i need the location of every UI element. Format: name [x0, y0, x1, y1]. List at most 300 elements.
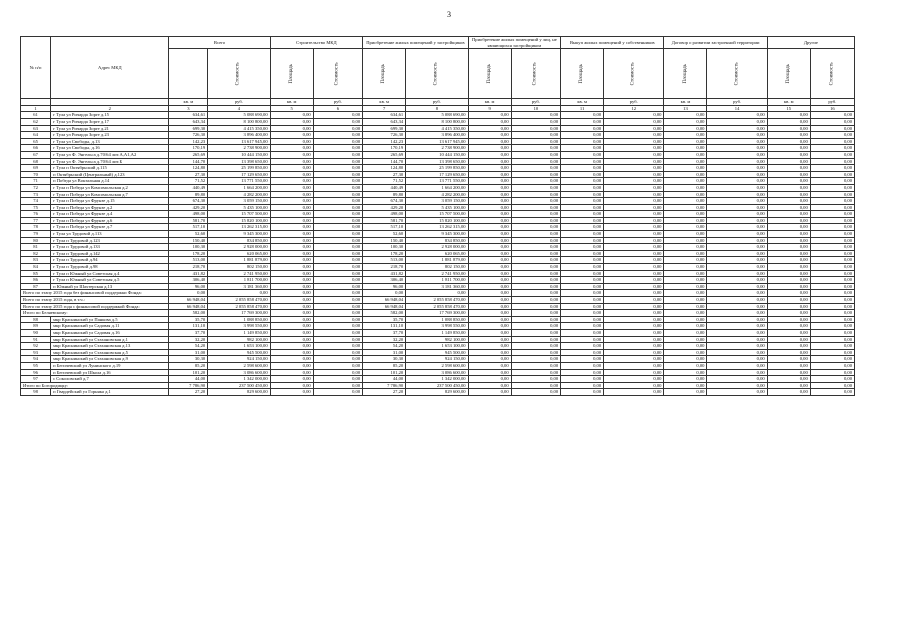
row-number: 85 — [21, 270, 51, 277]
zero-value: 0,00 — [664, 125, 707, 132]
total-area: 517,10 — [169, 224, 208, 231]
zero-value: 0,00 — [707, 184, 767, 191]
zero-value: 0,00 — [767, 389, 810, 396]
zero-value: 0,00 — [511, 323, 561, 330]
zero-value: 0,00 — [767, 343, 810, 350]
row-number: 71 — [21, 178, 51, 185]
zero-value: 0,00 — [810, 165, 854, 172]
zero-value: 0,00 — [767, 171, 810, 178]
summary-developer-cost: 237 500 450,00 — [406, 382, 468, 389]
construction-area: 0,00 — [270, 316, 313, 323]
table-row — [21, 191, 855, 198]
zero-value: 0,00 — [468, 264, 511, 271]
row-address: г Тула п Октябрьский д.115 — [51, 165, 169, 172]
total-area: 71,52 — [169, 178, 208, 185]
table-row — [21, 165, 855, 172]
zero-value: 0,00 — [707, 237, 767, 244]
zero-value: 0,00 — [511, 264, 561, 271]
total-area: 498,00 — [169, 211, 208, 218]
row-number: 67 — [21, 151, 51, 158]
table-row — [21, 132, 855, 139]
construction-area: 0,00 — [270, 237, 313, 244]
zero-value: 0,00 — [561, 211, 604, 218]
total-area: 142,23 — [169, 138, 208, 145]
construction-cost: 0,00 — [313, 316, 362, 323]
zero-value: 0,00 — [767, 204, 810, 211]
zero-value: 0,00 — [270, 303, 313, 310]
construction-cost: 0,00 — [313, 184, 362, 191]
zero-value: 0,00 — [810, 250, 854, 257]
zero-value: 0,00 — [810, 217, 854, 224]
zero-value: 0,00 — [604, 343, 664, 350]
row-address: г Тула ул Свободы, д.13 — [51, 138, 169, 145]
zero-value: 0,00 — [561, 297, 604, 304]
zero-value: 0,00 — [810, 151, 854, 158]
zero-value: 0,00 — [810, 270, 854, 277]
total-area: 54,20 — [169, 343, 208, 350]
construction-area: 0,00 — [270, 244, 313, 251]
zero-value: 0,00 — [604, 217, 664, 224]
developer-cost: 3 059 150,00 — [406, 198, 468, 205]
zero-value: 0,00 — [468, 323, 511, 330]
construction-cost: 0,00 — [313, 165, 362, 172]
zero-value: 0,00 — [810, 343, 854, 350]
summary-label: Всего по этапу 2015 года без финансовой поддержки Фонда: — [21, 290, 169, 297]
zero-value: 0,00 — [270, 310, 313, 317]
zero-value: 0,00 — [707, 329, 767, 336]
table-row — [21, 204, 855, 211]
row-address: с Соколовский д.7 — [51, 376, 169, 383]
subheader-area: Площадь — [288, 64, 294, 84]
zero-value: 0,00 — [767, 244, 810, 251]
total-cost: 1 664 200,00 — [208, 184, 270, 191]
total-cost: 1 088 850,00 — [208, 316, 270, 323]
developer-area: 431,82 — [363, 270, 406, 277]
developer-cost: 13 771 550,00 — [406, 178, 468, 185]
zero-value: 0,00 — [511, 198, 561, 205]
zero-value: 0,00 — [561, 389, 604, 396]
zero-value: 0,00 — [767, 362, 810, 369]
zero-value: 0,00 — [468, 290, 511, 297]
total-area: 27,20 — [169, 389, 208, 396]
zero-value: 0,00 — [604, 277, 664, 284]
construction-area: 0,00 — [270, 389, 313, 396]
row-address: г Тула п Победа ул Фрунзе д.2 — [51, 204, 169, 211]
summary-cost: 17 769 300,00 — [208, 310, 270, 317]
summary-row — [21, 297, 855, 304]
zero-value: 0,00 — [767, 138, 810, 145]
zero-value: 0,00 — [511, 316, 561, 323]
zero-value: 0,00 — [767, 237, 810, 244]
table-row — [21, 184, 855, 191]
zero-value: 0,00 — [767, 290, 810, 297]
developer-cost: 25 199 850,00 — [406, 165, 468, 172]
table-row — [21, 178, 855, 185]
zero-value: 0,00 — [561, 244, 604, 251]
zero-value: 0,00 — [604, 244, 664, 251]
zero-value: 0,00 — [707, 389, 767, 396]
zero-value: 0,00 — [511, 171, 561, 178]
construction-area: 0,00 — [270, 362, 313, 369]
group-header-development-agreement: Договор о развитии застроенной территории — [664, 37, 767, 49]
zero-value: 0,00 — [767, 184, 810, 191]
zero-value: 0,00 — [664, 145, 707, 152]
column-index-row: 1 2 3 4 5 6 7 8 9 10 11 12 13 14 15 16 — [21, 105, 855, 112]
row-address: г Тула п Трудовой д.133 — [51, 244, 169, 251]
developer-cost: 17 129 650,00 — [406, 171, 468, 178]
zero-value: 0,00 — [604, 237, 664, 244]
zero-value: 0,00 — [604, 316, 664, 323]
construction-area: 0,00 — [270, 112, 313, 119]
zero-value: 0,00 — [468, 310, 511, 317]
summary-cost: 237 500 450,00 — [208, 382, 270, 389]
row-number: 88 — [21, 316, 51, 323]
construction-cost: 0,00 — [313, 112, 362, 119]
zero-value: 0,00 — [810, 112, 854, 119]
construction-cost: 0,00 — [313, 204, 362, 211]
total-cost: 2 741 950,00 — [208, 270, 270, 277]
summary-label: Всего по этапу 2015 года с финансовой поддержкой Фонда: — [21, 303, 169, 310]
zero-value: 0,00 — [468, 382, 511, 389]
row-address: г Тула п Южный ул Советская д.5 — [51, 277, 169, 284]
total-cost: 13 398 650,00 — [208, 158, 270, 165]
zero-value: 0,00 — [511, 376, 561, 383]
zero-value: 0,00 — [664, 264, 707, 271]
construction-cost: 0,00 — [313, 264, 362, 271]
zero-value: 0,00 — [767, 158, 810, 165]
zero-value: 0,00 — [664, 244, 707, 251]
zero-value: 0,00 — [810, 323, 854, 330]
row-number: 90 — [21, 329, 51, 336]
developer-cost: 2 598 600,00 — [406, 362, 468, 369]
table-row — [21, 257, 855, 264]
construction-cost: 0,00 — [313, 118, 362, 125]
zero-value: 0,00 — [810, 204, 854, 211]
developer-area: 37,70 — [363, 329, 406, 336]
zero-value: 0,00 — [561, 336, 604, 343]
row-number: 96 — [21, 369, 51, 376]
row-address: г Тула ул Ричарда Зорге д.23 — [51, 132, 169, 139]
total-cost: 1 342 000,00 — [208, 376, 270, 383]
developer-area: 150,40 — [363, 237, 406, 244]
zero-value: 0,00 — [561, 310, 604, 317]
developer-area: 634,61 — [363, 112, 406, 119]
zero-value: 0,00 — [604, 369, 664, 376]
units-row: кв. м руб. кв. м руб. кв. м руб. кв. м руб. кв. м руб. кв. м руб. кв. м руб. — [21, 99, 855, 106]
developer-area: 306,40 — [363, 277, 406, 284]
row-number: 98 — [21, 389, 51, 396]
zero-value: 0,00 — [561, 165, 604, 172]
zero-value: 0,00 — [604, 211, 664, 218]
zero-value: 0,00 — [511, 211, 561, 218]
zero-value: 0,00 — [511, 343, 561, 350]
zero-value: 0,00 — [810, 356, 854, 363]
construction-cost: 0,00 — [313, 349, 362, 356]
developer-area: 124,80 — [363, 165, 406, 172]
row-number: 89 — [21, 323, 51, 330]
zero-value: 0,00 — [707, 244, 767, 251]
construction-area: 0,00 — [270, 349, 313, 356]
zero-value: 0,00 — [511, 290, 561, 297]
row-address: г Тула п Победа ул Фрунзе д.6 — [51, 217, 169, 224]
summary-cost: 2 055 858 470,00 — [208, 303, 270, 310]
total-area: 431,82 — [169, 270, 208, 277]
col-number-header: № п/п — [21, 37, 51, 99]
zero-value: 0,00 — [468, 316, 511, 323]
row-number: 74 — [21, 198, 51, 205]
construction-area: 0,00 — [270, 231, 313, 238]
developer-cost: 1 811 700,00 — [406, 277, 468, 284]
summary-row — [21, 303, 855, 310]
zero-value: 0,00 — [511, 310, 561, 317]
zero-value: 0,00 — [707, 310, 767, 317]
zero-value: 0,00 — [468, 151, 511, 158]
zero-value: 0,00 — [707, 343, 767, 350]
table-row — [21, 250, 855, 257]
zero-value: 0,00 — [468, 211, 511, 218]
total-cost: 4 415 350,00 — [208, 125, 270, 132]
developer-cost: 982 100,00 — [406, 336, 468, 343]
zero-value: 0,00 — [664, 138, 707, 145]
zero-value: 0,00 — [810, 329, 854, 336]
zero-value: 0,00 — [468, 356, 511, 363]
zero-value: 0,00 — [767, 191, 810, 198]
construction-area: 0,00 — [270, 336, 313, 343]
zero-value: 0,00 — [604, 118, 664, 125]
construction-area: 0,00 — [270, 171, 313, 178]
total-area: 581,70 — [169, 217, 208, 224]
total-cost: 13 262 315,00 — [208, 224, 270, 231]
zero-value: 0,00 — [707, 198, 767, 205]
developer-area: 142,23 — [363, 138, 406, 145]
developer-area: 265,69 — [363, 151, 406, 158]
construction-area: 0,00 — [270, 264, 313, 271]
zero-value: 0,00 — [468, 343, 511, 350]
construction-area: 0,00 — [270, 178, 313, 185]
construction-area: 0,00 — [270, 343, 313, 350]
zero-value: 0,00 — [468, 283, 511, 290]
zero-value: 0,00 — [561, 257, 604, 264]
zero-value: 0,00 — [604, 171, 664, 178]
table-row — [21, 264, 855, 271]
zero-value: 0,00 — [561, 231, 604, 238]
total-area: 170,19 — [169, 145, 208, 152]
zero-value: 0,00 — [810, 198, 854, 205]
zero-value: 0,00 — [604, 158, 664, 165]
developer-cost: 1 653 100,00 — [406, 343, 468, 350]
table-row — [21, 283, 855, 290]
zero-value: 0,00 — [561, 191, 604, 198]
zero-value: 0,00 — [707, 362, 767, 369]
zero-value: 0,00 — [511, 237, 561, 244]
construction-area: 0,00 — [270, 211, 313, 218]
zero-value: 0,00 — [810, 376, 854, 383]
zero-value: 0,00 — [468, 171, 511, 178]
construction-cost: 0,00 — [313, 132, 362, 139]
developer-cost: 1 088 850,00 — [406, 316, 468, 323]
zero-value: 0,00 — [511, 145, 561, 152]
construction-cost: 0,00 — [313, 283, 362, 290]
zero-value: 0,00 — [511, 224, 561, 231]
total-cost: 982 100,00 — [208, 336, 270, 343]
zero-value: 0,00 — [767, 329, 810, 336]
developer-cost: 1 149 850,00 — [406, 329, 468, 336]
zero-value: 0,00 — [561, 323, 604, 330]
zero-value: 0,00 — [707, 125, 767, 132]
total-cost: 1 881 879,00 — [208, 257, 270, 264]
construction-cost: 0,00 — [313, 362, 362, 369]
developer-cost: 1 342 000,00 — [406, 376, 468, 383]
total-area: 124,80 — [169, 165, 208, 172]
zero-value: 0,00 — [767, 270, 810, 277]
total-cost: 17 129 650,00 — [208, 171, 270, 178]
zero-value: 0,00 — [664, 178, 707, 185]
zero-value: 0,00 — [561, 237, 604, 244]
zero-value: 0,00 — [511, 112, 561, 119]
zero-value: 0,00 — [511, 118, 561, 125]
row-number: 83 — [21, 257, 51, 264]
total-cost: 3 181 360,00 — [208, 283, 270, 290]
zero-value: 0,00 — [561, 376, 604, 383]
summary-area: 0,00 — [169, 290, 208, 297]
zero-value: 0,00 — [604, 138, 664, 145]
zero-value: 0,00 — [511, 132, 561, 139]
zero-value: 0,00 — [664, 270, 707, 277]
total-area: 100,30 — [169, 244, 208, 251]
zero-value: 0,00 — [313, 303, 362, 310]
table-row — [21, 343, 855, 350]
zero-value: 0,00 — [810, 138, 854, 145]
total-area: 674,30 — [169, 198, 208, 205]
group-header-other: Другие — [767, 37, 854, 49]
zero-value: 0,00 — [810, 191, 854, 198]
zero-value: 0,00 — [664, 310, 707, 317]
zero-value: 0,00 — [810, 118, 854, 125]
row-address: г Тула п Победа ул Фрунзе д.15 — [51, 198, 169, 205]
row-number: 94 — [21, 356, 51, 363]
zero-value: 0,00 — [810, 237, 854, 244]
developer-cost: 4 415 350,00 — [406, 125, 468, 132]
zero-value: 0,00 — [604, 382, 664, 389]
zero-value: 0,00 — [511, 125, 561, 132]
total-area: 31,00 — [169, 349, 208, 356]
zero-value: 0,00 — [707, 376, 767, 383]
developer-cost: 620 065,00 — [406, 250, 468, 257]
zero-value: 0,00 — [664, 297, 707, 304]
zero-value: 0,00 — [561, 303, 604, 310]
summary-developer-cost: 2 055 858 470,00 — [406, 297, 468, 304]
zero-value: 0,00 — [468, 389, 511, 396]
row-address: г Тула п Трудовой д.94 — [51, 257, 169, 264]
zero-value: 0,00 — [511, 362, 561, 369]
zero-value: 0,00 — [604, 204, 664, 211]
table-row — [21, 329, 855, 336]
zero-value: 0,00 — [511, 303, 561, 310]
zero-value: 0,00 — [468, 165, 511, 172]
row-address: п Октябрьский (Центральный) д.123 — [51, 171, 169, 178]
zero-value: 0,00 — [810, 171, 854, 178]
zero-value: 0,00 — [664, 224, 707, 231]
total-area: 89,80 — [169, 191, 208, 198]
total-area: 35,70 — [169, 316, 208, 323]
developer-area: 101,20 — [363, 369, 406, 376]
zero-value: 0,00 — [561, 158, 604, 165]
zero-value: 0,00 — [604, 250, 664, 257]
developer-cost: 2 741 950,00 — [406, 270, 468, 277]
construction-area: 0,00 — [270, 138, 313, 145]
row-number: 69 — [21, 165, 51, 172]
zero-value: 0,00 — [604, 165, 664, 172]
row-number: 62 — [21, 118, 51, 125]
zero-value: 0,00 — [767, 349, 810, 356]
zero-value: 0,00 — [810, 125, 854, 132]
total-area: 634,61 — [169, 112, 208, 119]
construction-area: 0,00 — [270, 165, 313, 172]
zero-value: 0,00 — [810, 362, 854, 369]
zero-value: 0,00 — [468, 178, 511, 185]
construction-cost: 0,00 — [313, 270, 362, 277]
developer-area: 31,00 — [363, 349, 406, 356]
zero-value: 0,00 — [604, 264, 664, 271]
zero-value: 0,00 — [707, 211, 767, 218]
group-header-construction: Строительство МКД — [270, 37, 363, 49]
developer-area: 85,20 — [363, 362, 406, 369]
zero-value: 0,00 — [511, 165, 561, 172]
zero-value: 0,00 — [707, 277, 767, 284]
row-number: 86 — [21, 277, 51, 284]
zero-value: 0,00 — [468, 303, 511, 310]
zero-value: 0,00 — [604, 290, 664, 297]
construction-area: 0,00 — [270, 191, 313, 198]
zero-value: 0,00 — [767, 297, 810, 304]
subheader-cost: Стоимость — [236, 62, 242, 86]
summary-area: 582,00 — [169, 310, 208, 317]
total-cost: 13 617 945,00 — [208, 138, 270, 145]
developer-cost: 5 435 100,00 — [406, 204, 468, 211]
total-area: 513,00 — [169, 257, 208, 264]
zero-value: 0,00 — [707, 356, 767, 363]
subheader-cost: Стоимость — [829, 62, 835, 86]
table-row — [21, 369, 855, 376]
developer-cost: 13 262 315,00 — [406, 224, 468, 231]
row-address: мкр Краснинский ул Садовая д.11 — [51, 323, 169, 330]
construction-cost: 0,00 — [313, 231, 362, 238]
zero-value: 0,00 — [604, 184, 664, 191]
row-address: г Тула п Южный ул Советская д.4 — [51, 270, 169, 277]
developer-area: 96,00 — [363, 283, 406, 290]
zero-value: 0,00 — [810, 389, 854, 396]
zero-value: 0,00 — [561, 178, 604, 185]
zero-value: 0,00 — [810, 184, 854, 191]
developer-area: 30,30 — [363, 356, 406, 363]
developer-cost: 5 088 690,00 — [406, 112, 468, 119]
zero-value: 0,00 — [767, 303, 810, 310]
zero-value: 0,00 — [664, 389, 707, 396]
zero-value: 0,00 — [561, 329, 604, 336]
table-row — [21, 237, 855, 244]
developer-area: 581,70 — [363, 217, 406, 224]
zero-value: 0,00 — [664, 118, 707, 125]
zero-value: 0,00 — [511, 369, 561, 376]
zero-value: 0,00 — [767, 145, 810, 152]
developer-cost: 10 444 150,00 — [406, 151, 468, 158]
total-area: 32,20 — [169, 336, 208, 343]
summary-developer-cost: 17 769 300,00 — [406, 310, 468, 317]
zero-value: 0,00 — [810, 277, 854, 284]
zero-value: 0,00 — [707, 132, 767, 139]
table-row — [21, 316, 855, 323]
construction-area: 0,00 — [270, 329, 313, 336]
